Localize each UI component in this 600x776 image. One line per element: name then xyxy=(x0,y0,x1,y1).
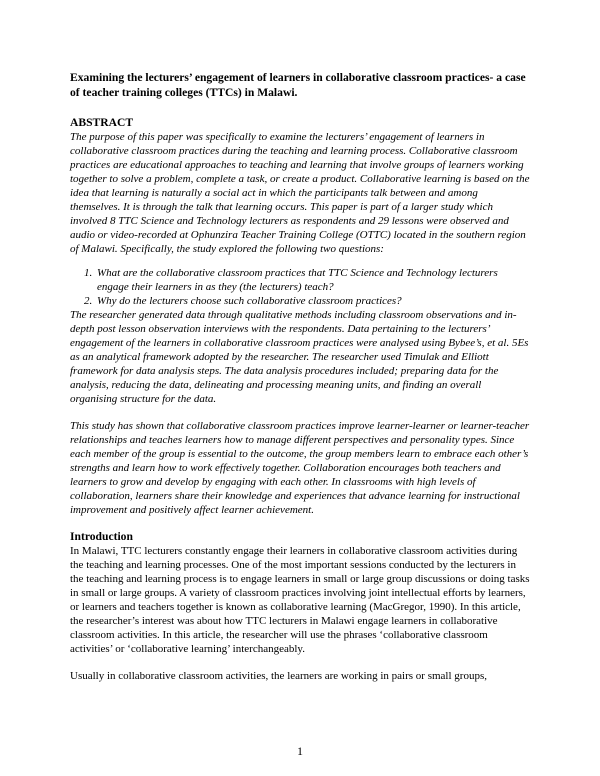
research-question-1: 1. What are the collaborative classroom practices that TTC Science and Technology lecturers engage their learners in as they (the lecturers) teach? xyxy=(95,266,530,294)
research-question-2: 2. Why do the lecturers choose such collaborative classroom practices? xyxy=(95,294,530,308)
paper-title: Examining the lecturers’ engagement of learners in collaborative classroom practices- a case of teacher training colleges (TTCs) in Malawi. xyxy=(70,71,526,99)
introduction-heading: Introduction xyxy=(70,530,133,543)
abstract-paragraph-2: The researcher generated data through qualitative methods including classroom observations and in-depth post lesson observation interviews with the respondents. Data pertaining to the lecturers’ engagement of the learners in collaborative classroom practices were analysed using Bybee’s, et al. 5Es as an analytical framework adopted by the researcher. The researcher used Timulak and Elliott framework for data analysis steps. The data analysis procedures included; preparing data for the analysis, reducing the data, delineating and processing meaning units, and finding an overall organising structure for the data. xyxy=(70,309,529,405)
introduction-paragraph-1: In Malawi, TTC lecturers constantly engage their learners in collaborative classroom activities during the teaching and learning processes. One of the most important sessions conducted by the lecturers in the teaching and learning process is to engage learners in small or large group discussions or doing tasks in small or large groups. A variety of classroom practices involving joint intellectual efforts by learners, or learners and teachers together is known as collaborative learning (MacGregor, 1990). In this article, the researcher’s interest was about how TTC lecturers in Malawi engage learners in collaborative classroom activities. In this article, the researcher will use the phrases ‘collaborative classroom activities’ or ‘collaborative learning’ interchangeably. xyxy=(70,545,530,655)
introduction-paragraph-2: Usually in collaborative classroom activities, the learners are working in pairs or small groups, xyxy=(70,670,487,682)
research-questions-list xyxy=(70,266,530,308)
abstract-heading: ABSTRACT xyxy=(70,116,134,129)
abstract-paragraph-3: This study has shown that collaborative classroom practices improve learner-learner or learner-teacher relationships and teaches learners how to manage different perspectives and personality types. Since each member of the group is essential to the outcome, the group members learn to embrace each other’s strengths and learn how to work effectively together. Collaboration encourages both teachers and learners to grow and develop by engaging with each other. In classrooms with high levels of collaboration, learners share their knowledge and experiences that advance learning for instructional improvement and positively affect learner achievement. xyxy=(70,420,530,516)
abstract-paragraph-1: The purpose of this paper was specifically to examine the lecturers’ engagement of learners in collaborative classroom practices during the teaching and learning process. Collaborative classroom practices are educational approaches to teaching and learning that involve groups of learners working together to solve a problem, complete a task, or create a product. Collaborative learning is based on the idea that learning is naturally a social act in which the participants talk between and among themselves. It is through the talk that learning occurs. This paper is part of a larger study which involved 8 TTC Science and Technology lecturers as respondents and 29 lessons were observed and audio or video-recorded at Ophunzira Teacher Training College (OTTC) located in the southern region of Malawi. Specifically, the study explored the following two questions: xyxy=(70,131,530,255)
page-number: 1 xyxy=(297,744,303,758)
